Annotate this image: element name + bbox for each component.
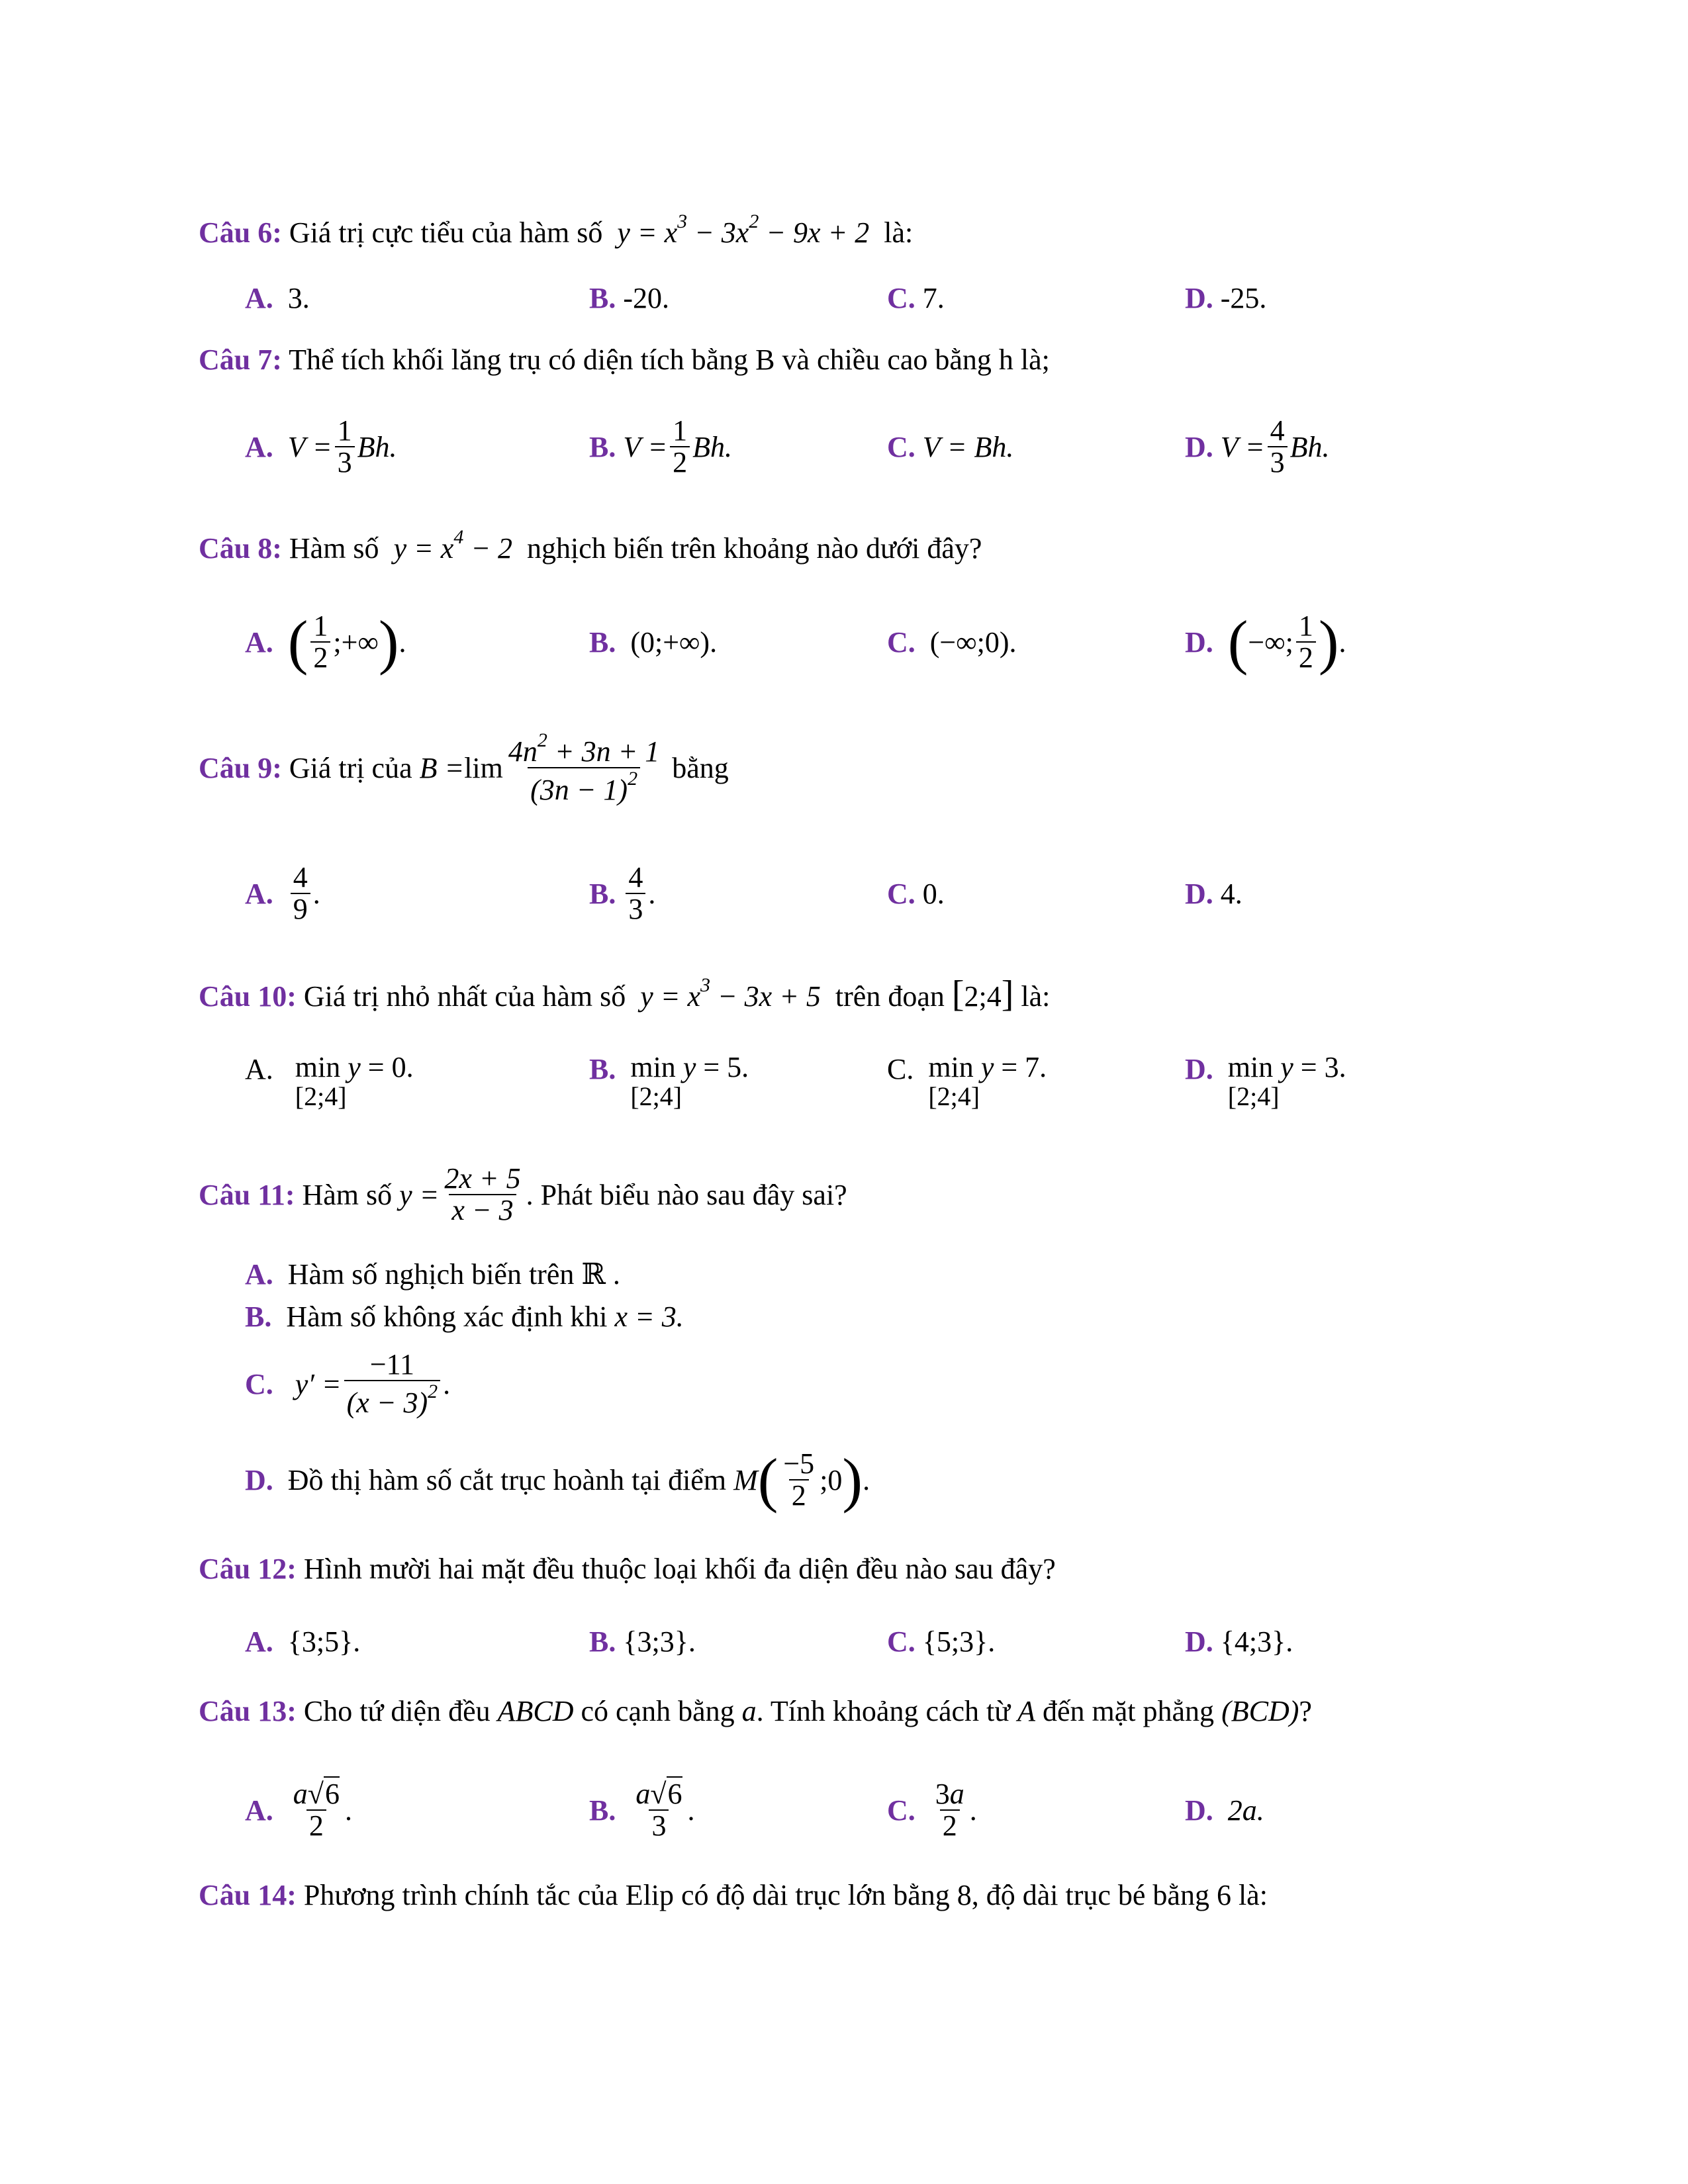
question-10-text: Giá trị nhỏ nhất của hàm số bbox=[303, 980, 626, 1013]
q11-option-c[interactable]: C. y′ = $\frac{-11}{(x - 3)^2}$ . bbox=[245, 1347, 451, 1419]
question-13 bbox=[199, 1694, 1312, 1728]
question-13-point-a: A bbox=[1017, 1695, 1036, 1727]
question-11-label: Câu 11: bbox=[199, 1178, 295, 1211]
question-13-text-c: . Tính khoảng cách từ bbox=[756, 1695, 1011, 1727]
question-8-options bbox=[199, 596, 1589, 688]
question-13-text-b: có cạnh bằng bbox=[581, 1695, 735, 1727]
question-6-options bbox=[199, 265, 1589, 331]
question-12-text: Hình mười hai mặt đều thuộc loại khối đa diện đều nào sau đây? bbox=[303, 1553, 1056, 1585]
q12-option-b[interactable]: B. {3;3}. bbox=[589, 1625, 696, 1658]
q11-option-d[interactable]: D. Đồ thị hàm số cắt trục hoành tại điểm M ( $\frac{-5}{2}$ ;0 ) . bbox=[245, 1446, 870, 1514]
q6-option-d[interactable]: D. -25. bbox=[1185, 281, 1267, 314]
q11-option-b[interactable]: B. Hàm số không xác định khi x = 3. bbox=[245, 1300, 684, 1333]
q7-option-c[interactable]: C. V = Bh. bbox=[887, 430, 1014, 463]
question-10: Câu 10: Giá trị nhỏ nhất của hàm số $y = x^3 - 3x + 5$ trên đoạn [2;4] là: bbox=[199, 974, 1051, 1015]
question-9-text: Giá trị của bbox=[289, 751, 412, 784]
q10-option-b[interactable]: B. min y = 5. [2;4] bbox=[589, 1051, 749, 1112]
q13-option-d[interactable]: D. 2a. bbox=[1185, 1794, 1264, 1827]
question-8-label: Câu 8: bbox=[199, 532, 282, 565]
q10-option-c[interactable]: C. min y = 7. [2;4] bbox=[887, 1051, 1047, 1112]
q12-option-d[interactable]: D. {4;3}. bbox=[1185, 1625, 1293, 1658]
q7-option-d[interactable]: D. V = $\frac{4}{3}$ Bh. bbox=[1185, 414, 1330, 478]
question-13-bcd: (BCD) bbox=[1221, 1695, 1299, 1727]
question-10-label: Câu 10: bbox=[199, 980, 297, 1013]
question-10-formula: $y = x^3 - 3x + 5$ bbox=[633, 974, 828, 1013]
question-11-after: Phát biểu nào sau đây sai? bbox=[540, 1178, 847, 1211]
q8-option-b[interactable]: B. (0;+∞). bbox=[589, 625, 718, 659]
question-8-formula: $y = x^4 - 2$ bbox=[386, 526, 520, 565]
q9-option-d[interactable]: D. 4. bbox=[1185, 877, 1243, 910]
question-6-formula: $y = x^3 - 3x^2 - 9x + 2$ bbox=[610, 210, 877, 249]
question-9-options bbox=[199, 847, 1589, 940]
question-8-after: nghịch biến trên khoảng nào dưới đây? bbox=[527, 532, 982, 565]
question-13-a: a bbox=[741, 1695, 757, 1727]
question-8 bbox=[199, 526, 982, 565]
question-8-text: Hàm số bbox=[289, 532, 379, 565]
q13-option-a[interactable]: A. $\frac{a√6}{2}$ . bbox=[245, 1777, 352, 1842]
question-13-options bbox=[199, 1764, 1589, 1856]
question-7-options bbox=[199, 404, 1589, 490]
question-13-abcd: ABCD bbox=[497, 1695, 574, 1727]
q13-option-b[interactable]: B. $\frac{a√6}{3}$ . bbox=[589, 1777, 695, 1842]
question-13-text-d: đến mặt phẳng bbox=[1043, 1695, 1215, 1727]
q7-option-a[interactable]: A. V = $\frac{1}{3}$ Bh. bbox=[245, 414, 397, 478]
q8-option-c[interactable]: C. (−∞;0). bbox=[887, 625, 1017, 659]
question-7 bbox=[199, 343, 1050, 377]
question-6-label: Câu 6: bbox=[199, 216, 282, 249]
question-10-mid: trên đoạn bbox=[835, 980, 945, 1013]
question-11-options bbox=[245, 1253, 870, 1529]
question-13-qmark: ? bbox=[1299, 1695, 1312, 1727]
q6-option-c[interactable]: C. 7. bbox=[887, 281, 945, 314]
question-14 bbox=[199, 1878, 1268, 1912]
q9-option-a[interactable]: A. $\frac{4}{9}$ . bbox=[245, 860, 320, 925]
question-6 bbox=[199, 210, 913, 250]
q7-option-b[interactable]: B. V = $\frac{1}{2}$ Bh. bbox=[589, 414, 733, 478]
question-14-label: Câu 14: bbox=[199, 1879, 297, 1911]
question-9: Câu 9: Giá trị của B = lim $\frac{4n^2 + 3n + 1}{(3n - 1)^2}$ bằng bbox=[199, 729, 729, 806]
question-7-label: Câu 7: bbox=[199, 343, 282, 376]
question-9-formula: B = bbox=[412, 751, 465, 784]
question-9-label: Câu 9: bbox=[199, 751, 282, 784]
q13-option-c[interactable]: C. $\frac{3a}{2}$ . bbox=[887, 1777, 977, 1842]
q10-option-d[interactable]: D. min y = 3. [2;4] bbox=[1185, 1051, 1346, 1112]
question-10-options bbox=[199, 1052, 1589, 1125]
q12-option-c[interactable]: C. {5;3}. bbox=[887, 1625, 996, 1658]
q10-option-a[interactable]: A. min y = 0. [2;4] bbox=[245, 1051, 414, 1112]
question-6-text: Giá trị cực tiểu của hàm số bbox=[289, 216, 603, 249]
question-11: Câu 11: Hàm số y = $\frac{2x + 5}{x - 3}$ . Phát biểu nào sau đây sai? bbox=[199, 1161, 847, 1226]
q8-option-d[interactable]: D. ( −∞; $\frac{1}{2}$ ) . bbox=[1185, 608, 1346, 676]
question-11-text: Hàm số bbox=[302, 1178, 393, 1211]
question-14-text: Phương trình chính tắc của Elip có độ dài trục lớn bằng 8, độ dài trục bé bằng 6 là: bbox=[303, 1879, 1268, 1911]
q8-option-a[interactable]: A. ( $\frac{1}{2}$ ;+∞ ) . bbox=[245, 608, 406, 676]
q9-option-b[interactable]: B. $\frac{4}{3}$ . bbox=[589, 860, 656, 925]
question-12-label: Câu 12: bbox=[199, 1553, 297, 1585]
question-6-after: là: bbox=[884, 216, 914, 249]
question-13-text-a: Cho tứ diện đều bbox=[303, 1695, 491, 1727]
question-12 bbox=[199, 1552, 1056, 1586]
question-7-text: Thể tích khối lăng trụ có diện tích bằng B và chiều cao bằng h là; bbox=[289, 343, 1050, 376]
question-10-after: là: bbox=[1021, 980, 1051, 1013]
q6-option-a[interactable]: A. 3. bbox=[245, 281, 310, 314]
q6-option-b[interactable]: B. -20. bbox=[589, 281, 670, 314]
q12-option-a[interactable]: A. {3;5}. bbox=[245, 1625, 361, 1658]
question-13-label: Câu 13: bbox=[199, 1695, 297, 1727]
q9-option-c[interactable]: C. 0. bbox=[887, 877, 945, 910]
question-12-options bbox=[199, 1608, 1589, 1674]
q11-option-a[interactable]: A. Hàm số nghịch biến trên ℝ . bbox=[245, 1257, 620, 1291]
question-9-after: bằng bbox=[672, 751, 729, 784]
